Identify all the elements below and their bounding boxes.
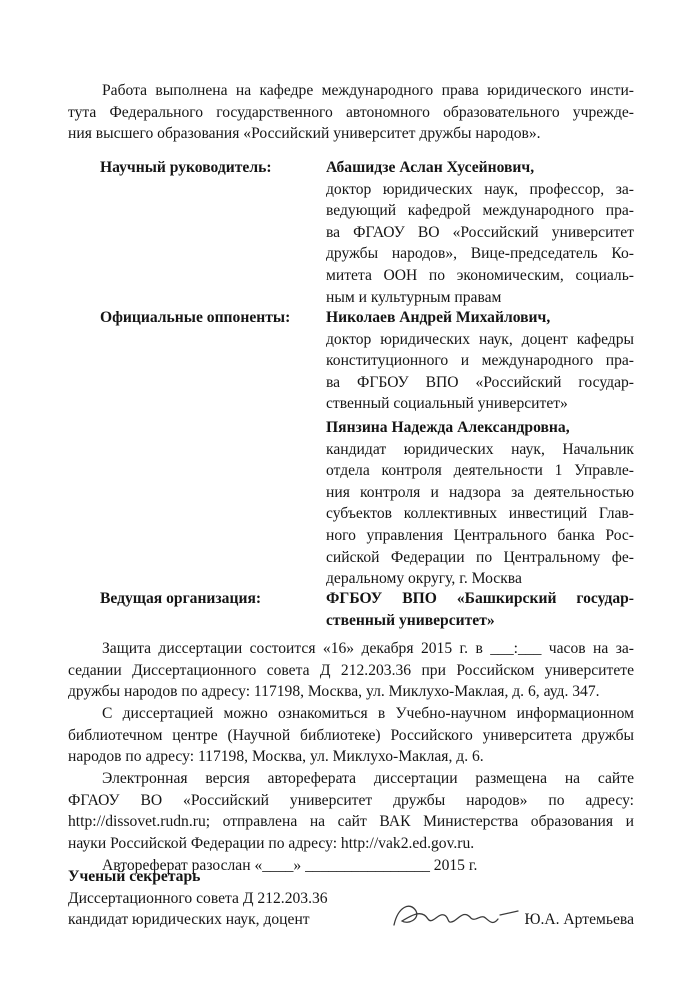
opponent-first-line: доктор юридических наук, доцент кафедры <box>326 330 634 348</box>
secretary-block <box>68 866 634 931</box>
supervisor-label: Научный руководитель: <box>100 159 272 176</box>
defense-line: дружбы народов по адресу: 117198, Москва, ул. Миклухо-Маклая, д. 6, ауд. 347. <box>68 683 600 701</box>
opponent-first-line: ственный социальный университет» <box>326 395 568 413</box>
opponent-second-line: субъектов коллективных инвестиций Глав- <box>326 505 634 523</box>
defense-line: седании Диссертационного совета Д 212.203.36 при Российском университете <box>68 661 634 679</box>
sent-line: Автореферат разослан «____» ________________ 2015 г. <box>102 857 478 874</box>
supervisor-line: доктор юридических наук, профессор, за- <box>326 180 634 198</box>
intro-line: тута Федерального государственного автономного образовательного учрежде- <box>68 103 634 121</box>
electronic-line: науки Российской Федерации по адресу: http://vak2.ed.gov.ru. <box>68 834 475 852</box>
supervisor-name: Абашидзе Аслан Хусейнович, <box>326 159 535 176</box>
opponent-second-line: сийской Федерации по Центральному фе- <box>326 548 634 566</box>
opponent-first-name: Николаев Андрей Михайлович, <box>326 309 551 326</box>
library-line: библиотечном центре (Научной библиотеке) Российского университета дружбы <box>68 726 634 744</box>
secretary-sign-row <box>68 909 634 931</box>
opponents-label: Официальные оппоненты: <box>100 309 291 326</box>
intro-line: Работа выполнена на кафедре международного права юридического инсти- <box>102 82 634 99</box>
opponent-second-line: отдела контроля деятельности 1 Управле- <box>326 462 634 480</box>
secretary-line: кандидат юридических наук, доцент <box>68 911 310 929</box>
leading-org-line: ственный университет» <box>326 611 495 629</box>
opponent-second-line: деральному округу, г. Москва <box>326 570 522 588</box>
opponent-second-line: ного управления Центрального банка Рос- <box>326 526 634 544</box>
opponent-second-line: ния контроля и надзора за деятельностью <box>326 483 634 501</box>
opponent-second-name: Пянзина Надежда Александровна, <box>326 419 570 436</box>
leading-org-label: Ведущая организация: <box>100 590 262 607</box>
opponent-first-line: ва ФГБОУ ВПО «Российский государ- <box>326 373 634 391</box>
library-line: народов по адресу: 117198, Москва, ул. Миклухо-Маклая, д. 6. <box>68 748 484 766</box>
supervisor-line: ва ФГАОУ ВО «Российский университет <box>326 223 634 241</box>
electronic-paragraph <box>68 768 634 854</box>
secretary-title: Ученый секретарь <box>68 868 201 885</box>
opponent-first-details <box>326 307 634 415</box>
leading-org-line: ФГБОУ ВПО «Башкирский государ- <box>326 590 634 607</box>
opponent-second-line: кандидат юридических наук, Начальник <box>326 440 634 458</box>
defense-paragraph <box>68 638 634 703</box>
electronic-line: ФГАОУ ВО «Российский университет дружбы народов» по адресу: <box>68 791 634 809</box>
signature-image <box>388 895 528 935</box>
electronic-line: Электронная версия автореферата диссертации размещена на сайте <box>102 770 634 787</box>
supervisor-details <box>326 157 634 308</box>
secretary-line: Диссертационного совета Д 212.203.36 <box>68 889 328 907</box>
supervisor-line: ведующий кафедрой международного пра- <box>326 202 634 220</box>
library-paragraph <box>68 703 634 768</box>
defense-line: Защита диссертации состоится «16» декабря 2015 г. в ___:___ часов на за- <box>102 640 634 657</box>
electronic-line: http://dissovet.rudn.ru; отправлена на сайт ВАК Министерства образования и <box>68 813 634 831</box>
library-line: С диссертацией можно ознакомиться в Учебно-научном информационном <box>102 705 634 722</box>
intro-paragraph <box>68 80 634 145</box>
opponent-second-details <box>326 417 634 590</box>
opponent-first-line: конституционного и международного пра- <box>326 352 634 370</box>
leading-org-details <box>326 588 634 631</box>
supervisor-line: дружбы народов», Вице-председатель Ко- <box>326 245 634 263</box>
intro-line: ния высшего образования «Российский университет дружбы народов». <box>68 125 541 143</box>
secretary-name: Ю.А. Артемьева <box>524 911 634 929</box>
supervisor-line: митета ООН по экономическим, социаль- <box>326 266 634 284</box>
supervisor-line: ным и культурным правам <box>326 288 502 306</box>
